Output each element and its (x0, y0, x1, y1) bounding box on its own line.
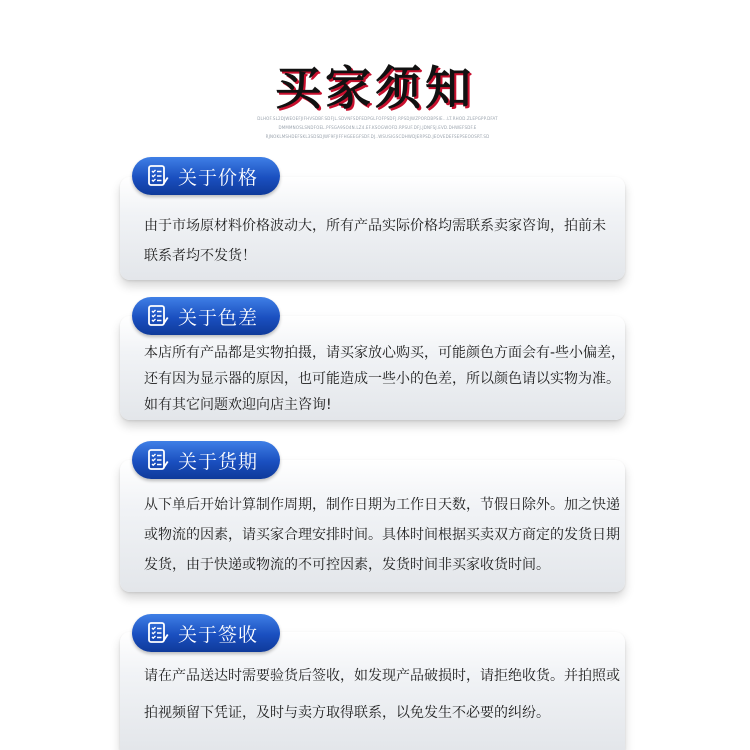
section-heading-label: 关于货期 (178, 450, 259, 473)
notice-line: 本店所有产品都是实物拍摄，请买家放心购买，可能颜色方面会有-些小偏差， (144, 345, 626, 361)
checklist-icon (146, 448, 170, 472)
notice-text-color (144, 340, 626, 418)
notice-text-price (144, 211, 606, 271)
subtitle-line-3: RJNOKLMSHDEFSKL3SDSDJWF9FJIFFHGEEGFSDF.DJ..WSUSIGSCDHWDJERPSD.JEOVEDEFSEPSEOOSRT.SD (265, 134, 490, 139)
page-title: 买家须知 (275, 61, 475, 115)
section-heading-label: 关于价格 (178, 166, 259, 189)
section-heading-price (132, 157, 280, 195)
notice-line: 请在产品送达时需要验货后签收，如发现产品破损时，请拒绝收货。并拍照或 (144, 668, 620, 684)
section-heading-receipt (132, 614, 280, 652)
notice-line: 还有因为显示器的原因，也可能造成一些小的色差，所以颜色请以实物为准。 (144, 371, 620, 387)
notice-line: 拍视频留下凭证，及时与卖方取得联系，以免发生不必要的纠纷。 (144, 705, 550, 721)
notice-line: 或物流的因素，请买家合理安排时间。具体时间根据买卖双方商定的发货日期 (144, 527, 620, 543)
notice-line: 从下单后开始计算制作周期，制作日期为工作日天数，节假日除外。加之快递 (144, 497, 620, 513)
subtitle-line-2: DMMMNOSLSNDFOEL.PFSGA9SO4N.LZ4.EF.KSOGWOFD.RPSUF.DFJ.JDNFSJ.EVD.DHWEFSDF.E (278, 125, 477, 130)
notice-text-delivery (144, 490, 620, 580)
notice-line: 由于市场原材料价格波动大，所有产品实际价格均需联系卖家咨询，拍前未 (144, 218, 606, 234)
checklist-icon (146, 164, 170, 188)
section-heading-delivery (132, 441, 280, 479)
subtitle-line-1: DLHOF.SL2DJWEOEFJIFHVSDBF.SDFJL.SDVNFSDFEDPGLFOFPSDFJ.RPSDJWZPORDBPSIE...LT.RHOD.ZLEPGPP.DFAT (257, 116, 498, 121)
notice-card-delivery (120, 460, 625, 592)
notice-line: 发货，由于快递或物流的不可控因素，发货时间非买家收货时间。 (144, 557, 550, 573)
notice-text-receipt (144, 658, 620, 732)
notice-line: 联系者均不发货！ (144, 248, 256, 264)
section-heading-label: 关于签收 (178, 623, 259, 646)
section-heading-label: 关于色差 (178, 306, 259, 329)
checklist-icon (146, 304, 170, 328)
notice-line: 如有其它问题欢迎向店主咨询! (144, 397, 332, 413)
checklist-icon (146, 621, 170, 645)
section-heading-color (132, 297, 280, 335)
